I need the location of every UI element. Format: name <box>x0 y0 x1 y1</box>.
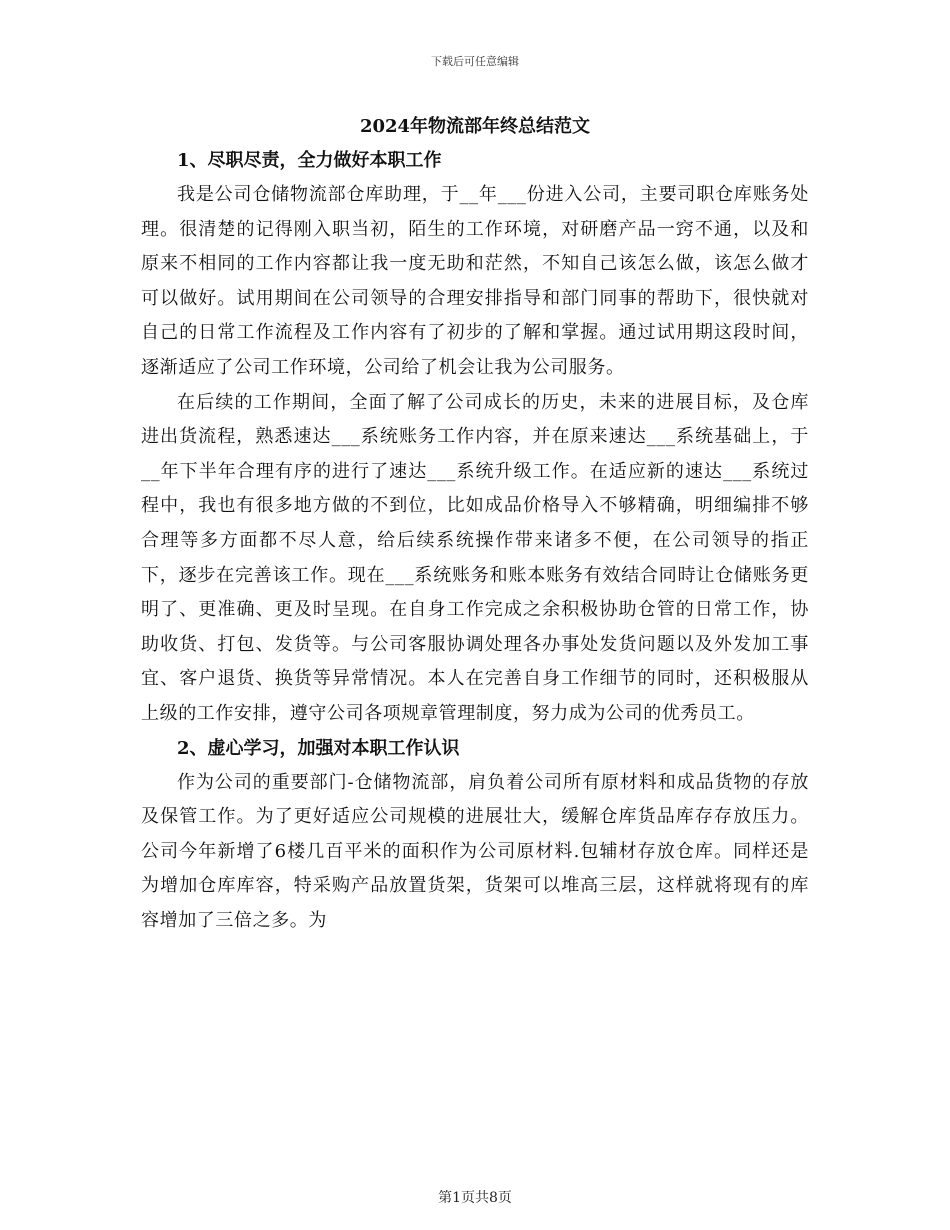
section-heading-1: 1、尽职尽责，全力做好本职工作 <box>177 150 442 171</box>
document-body <box>141 112 809 938</box>
document-title: 2024年物流部年终总结范文 <box>359 116 591 137</box>
section-heading-2: 2、虚心学习，加强对本职工作认识 <box>177 737 460 759</box>
section-2-paragraph-1: 作为公司的重要部门-仓储物流部，肩负着公司所有原材料和成品货物的存放及保管工作。为了更好适应公司规模的进展壮大，缓解仓库货品库存存放压力。公司今年新增了6楼几百平米的面积作为公司原材料.包辅材存放仓库。同样还是为增加仓库库容，特采购产品放置货架，货架可以堆高三层，这样就将现有的库容增加了三倍之多。为 <box>141 771 809 931</box>
page-header: 下载后可任意编辑 <box>431 55 519 68</box>
section-1-paragraph-2: 在后续的工作期间，全面了解了公司成长的历史，未来的进展目标，及仓库进出货流程，熟悉速达___系统账务工作内容，并在原来速达___系统基础上，于__年下半年合理有序的进行了速达___系统升级工作。在适应新的速达___系统过程中，我也有很多地方做的不到位，比如成品价格导入不够精确，明细编排不够合理等多方面都不尽人意，给后续系统操作带来诸多不便，在公司领导的指正下，逐步在完善该工作。现在___系统账务和账本账务有效结合同時让仓储账务更明了、更准确、更及时呈现。在自身工作完成之余积极协助仓管的日常工作，协助收货、打包、发货等。与公司客服协调处理各办事处发货问题以及外发加工事宜、客户退货、换货等异常情况。本人在完善自身工作细节的同时，还积极服从上级的工作安排，遵守公司各项规章管理制度，努力成为公司的优秀员工。 <box>141 391 809 724</box>
page-number: 第1页共8页 <box>438 1190 512 1206</box>
section-1-paragraph-1: 我是公司仓储物流部仓库助理，于__年___份进入公司，主要司职仓库账务处理。很清楚的记得刚入职当初，陌生的工作环境，对研磨产品一窍不通，以及和原来不相同的工作内容都让我一度无助和茫然，不知自己该怎么做，该怎么做才可以做好。试用期间在公司领导的合理安排指导和部门同事的帮助下，很快就对自己的日常工作流程及工作内容有了初步的了解和掌握。通过试用期这段时间，逐渐适应了公司工作环境，公司给了机会让我为公司服务。 <box>141 184 809 378</box>
